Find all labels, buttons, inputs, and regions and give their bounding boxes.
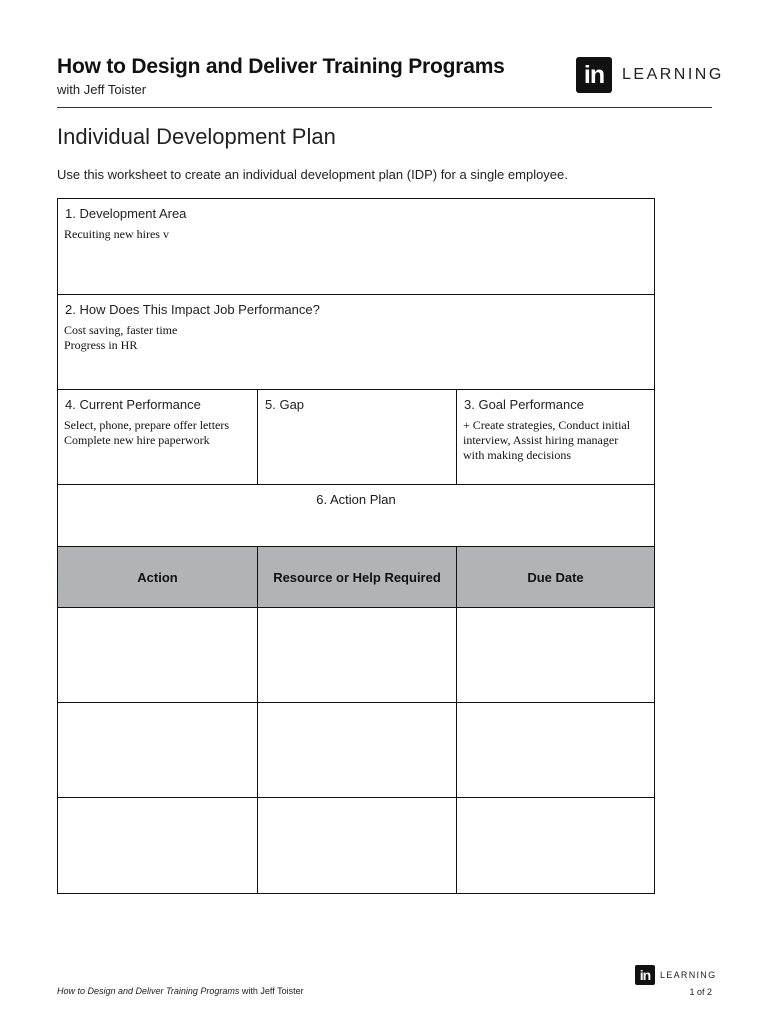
performance-row: [58, 390, 654, 485]
resource-cell[interactable]: [257, 703, 456, 797]
goal-line: with making decisions: [463, 448, 571, 462]
action-plan-header-row: [58, 547, 654, 608]
linkedin-learning-logo: [576, 57, 724, 93]
gap-label: 5. Gap: [265, 397, 305, 412]
due-date-cell[interactable]: [456, 798, 654, 893]
footer-course-title: How to Design and Deliver Training Programs: [57, 986, 240, 996]
action-cell[interactable]: [58, 703, 257, 797]
impact-label: 2. How Does This Impact Job Performance?: [65, 302, 320, 317]
development-area-value: Recuiting new hires v: [64, 227, 169, 241]
development-area-label: 1. Development Area: [65, 206, 187, 221]
column-header-action: Action: [137, 569, 178, 585]
development-area-field[interactable]: [58, 199, 654, 295]
current-performance-label: 4. Current Performance: [65, 397, 201, 412]
linkedin-logo-icon: in: [576, 57, 612, 93]
action-plan-title: 6. Action Plan: [316, 492, 396, 507]
idp-form: [57, 198, 655, 894]
table-row: [58, 703, 654, 798]
resource-cell[interactable]: [257, 608, 456, 702]
table-row: [58, 798, 654, 893]
footer-logo: [635, 965, 716, 985]
intro-text: Use this worksheet to create an individual development plan (IDP) for a single employee.: [57, 167, 568, 182]
document-subtitle: with Jeff Toister: [57, 82, 147, 97]
header-divider: [57, 107, 712, 108]
footer-author: with Jeff Toister: [239, 986, 304, 996]
impact-line: Progress in HR: [64, 338, 138, 352]
action-cell[interactable]: [58, 798, 257, 893]
linkedin-logo-icon: in: [635, 965, 655, 985]
column-header-resource: Resource or Help Required: [257, 547, 456, 607]
action-plan-heading: [58, 485, 654, 547]
goal-performance-field[interactable]: [456, 390, 654, 484]
goal-performance-value: [457, 412, 654, 463]
current-performance-value: [58, 412, 257, 448]
footer-credit: [57, 986, 304, 996]
footer-logo-text: LEARNING: [660, 970, 717, 980]
column-header-due-date: Due Date: [456, 547, 654, 607]
gap-field[interactable]: [257, 390, 456, 484]
impact-value: [58, 317, 654, 353]
table-row: [58, 608, 654, 703]
current-line: Complete new hire paperwork: [64, 433, 210, 447]
goal-performance-label: 3. Goal Performance: [464, 397, 584, 412]
logo-text: LEARNING: [622, 66, 724, 83]
current-performance-field[interactable]: [58, 390, 257, 484]
document-title: How to Design and Deliver Training Programs: [57, 55, 505, 78]
section-title: Individual Development Plan: [57, 124, 336, 149]
resource-cell[interactable]: [257, 798, 456, 893]
action-cell[interactable]: [58, 608, 257, 702]
impact-field[interactable]: [58, 295, 654, 390]
page-number: 1 of 2: [689, 987, 712, 997]
goal-line: interview, Assist hiring manager: [463, 433, 619, 447]
goal-line: + Create strategies, Conduct initial: [463, 418, 631, 432]
impact-line: Cost saving, faster time: [64, 323, 178, 337]
due-date-cell[interactable]: [456, 608, 654, 702]
due-date-cell[interactable]: [456, 703, 654, 797]
current-line: Select, phone, prepare offer letters: [64, 418, 230, 432]
